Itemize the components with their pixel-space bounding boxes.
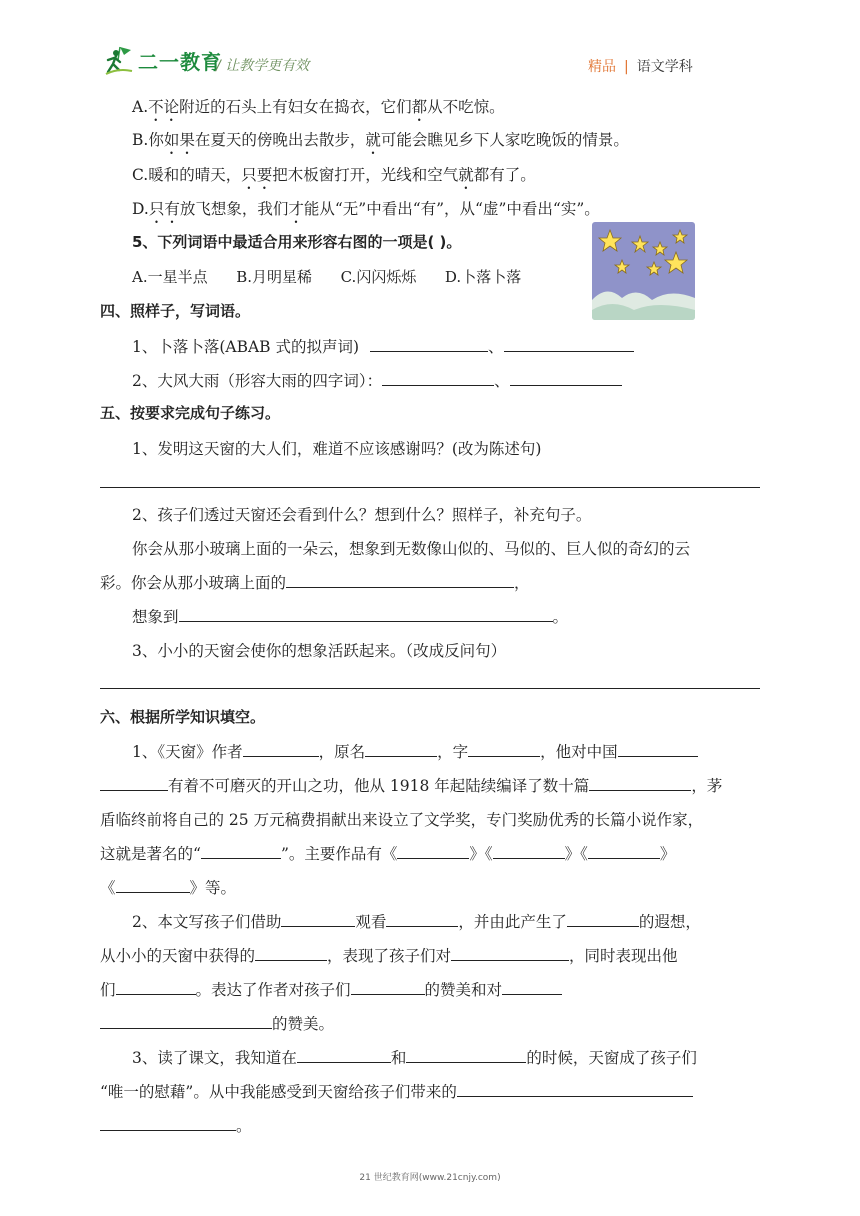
text: ，并由此产生了 [458, 913, 567, 931]
text: ”。主要作品有《 [280, 845, 398, 863]
q4-option-d: D.只有放飞想象，我们才能从“无”中看出“有”，从“虚”中看出“实”。 [132, 200, 600, 218]
brand-logo [104, 44, 222, 76]
answer-blank[interactable] [589, 776, 691, 791]
text: 这就是著名的“ [100, 845, 201, 863]
answer-blank[interactable] [351, 980, 425, 995]
page-header [0, 0, 860, 90]
header-slogan: / 让教学更有效 [216, 58, 310, 74]
section6-p2-line4 [100, 1012, 334, 1034]
example-text: 。 [552, 608, 569, 626]
answer-blank[interactable] [567, 912, 639, 927]
section6-p1-line4 [100, 842, 675, 864]
answer-blank[interactable] [100, 1014, 272, 1029]
section4-item1 [132, 335, 634, 357]
answer-blank[interactable] [406, 1048, 526, 1063]
section6-p1-line5 [100, 876, 236, 898]
answer-blank[interactable] [100, 1116, 236, 1131]
text: 有着不可磨灭的开山之功，他从 1918 年起陆续编译了数十篇 [168, 777, 590, 795]
header-subject [588, 56, 693, 76]
q5-options: A.一星半点 B.月明星稀 C.闪闪烁烁 D.卜落卜落 [132, 268, 522, 286]
answer-blank[interactable] [493, 844, 565, 859]
section4-item2 [132, 369, 622, 391]
answer-blank[interactable] [365, 742, 437, 757]
answer-blank[interactable] [201, 844, 281, 859]
text: 》《 [469, 845, 493, 863]
section6-p1-line1 [132, 740, 698, 762]
text: 3、读了课文，我知道在 [132, 1049, 297, 1067]
section6-p2-line3 [100, 978, 562, 1000]
section5-title: 五、按要求完成句子练习。 [100, 404, 281, 422]
section6-p3-line1 [132, 1046, 697, 1068]
answer-blank[interactable] [386, 912, 458, 927]
section5-item2: 2、孩子们透过天窗还会看到什么？想到什么？照样子，补充句子。 [132, 506, 592, 524]
section5-item3: 3、小小的天窗会使你的想象活跃起来。（改成反问句） [132, 642, 507, 660]
text: 《 [100, 879, 116, 897]
text: 的赞美和对 [424, 981, 503, 999]
text: ，茅 [691, 777, 723, 795]
comma: 、 [488, 338, 504, 356]
text: 的遐想， [638, 913, 701, 931]
text: 。 [236, 1117, 252, 1135]
answer-blank[interactable] [100, 776, 168, 791]
runner-flag-icon [104, 44, 134, 76]
answer-line[interactable] [100, 487, 760, 488]
answer-blank[interactable] [397, 844, 469, 859]
section4-item1-label: 1、卜落卜落(ABAB 式的拟声词) [132, 338, 360, 356]
example-text: 想象到 [132, 608, 179, 626]
text: 。表达了作者对孩子们 [195, 981, 351, 999]
text: ，表现了孩子们对 [327, 947, 452, 965]
text: 2、本文写孩子们借助 [132, 913, 282, 931]
answer-blank[interactable] [370, 337, 488, 352]
answer-blank[interactable] [588, 844, 660, 859]
text: ，同时表现出他 [569, 947, 678, 965]
answer-blank[interactable] [255, 946, 327, 961]
text: 和 [390, 1049, 407, 1067]
text: 1、《天窗》作者 [132, 743, 243, 761]
answer-blank[interactable] [116, 980, 196, 995]
q4-option-b: B.你如果在夏天的傍晚出去散步，就可能会瞧见乡下人家吃晚饭的情景。 [132, 131, 629, 149]
answer-blank[interactable] [504, 337, 634, 352]
answer-blank[interactable] [297, 1048, 391, 1063]
answer-blank[interactable] [179, 607, 553, 622]
text: 观看 [355, 913, 387, 931]
text: ，原名 [318, 743, 366, 761]
text: 》 [659, 845, 676, 863]
page-footer: 21 世纪教育网(www.21cnjy.com) [359, 1173, 501, 1183]
answer-blank[interactable] [457, 1082, 693, 1097]
section5-item1: 1、发明这天窗的大人们，难道不应该感谢吗？(改为陈述句) [132, 440, 542, 458]
stars-illustration [592, 222, 695, 320]
text: “唯一的慰藉”。从中我能感受到天窗给孩子们带来的 [100, 1083, 457, 1101]
section6-p1-line3: 盾临终前将自己的 25 万元稿费捐献出来设立了文学奖，专门奖励优秀的长篇小说作家， [100, 811, 704, 829]
answer-blank[interactable] [502, 980, 562, 995]
text: 的时候，天窗成了孩子们 [526, 1049, 697, 1067]
q4-option-a: A.不论附近的石头上有妇女在捣衣，它们都从不吃惊。 [132, 98, 505, 116]
example-text: ， [514, 574, 530, 592]
section6-p2-line2 [100, 944, 678, 966]
text: 》等。 [189, 879, 237, 897]
section4-title: 四、照样子，写词语。 [100, 302, 251, 320]
section5-example1: 你会从那小玻璃上面的一朵云，想象到无数像山似的、马似的、巨人似的奇幻的云 [132, 540, 691, 558]
answer-line[interactable] [100, 688, 760, 689]
answer-blank[interactable] [618, 742, 698, 757]
answer-blank[interactable] [286, 573, 514, 588]
answer-blank[interactable] [468, 742, 540, 757]
example-text: 彩。你会从那小玻璃上面的 [100, 574, 287, 592]
text: 》《 [564, 845, 588, 863]
section6-title: 六、根据所学知识填空。 [100, 708, 266, 726]
logo-text: 二一教育 [138, 49, 222, 74]
section6-p3-line3 [100, 1114, 252, 1136]
section6-p1-line2 [100, 774, 722, 796]
text: 的赞美。 [272, 1015, 335, 1033]
text: 们 [100, 981, 116, 999]
q5-prompt: 5、下列词语中最适合用来形容右图的一项是( )。 [132, 233, 462, 251]
section4-item2-label: 2、大风大雨（形容大雨的四字词）： [132, 372, 383, 390]
starry-sky-image [592, 222, 695, 320]
answer-blank[interactable] [116, 878, 190, 893]
q4-option-c: C.暖和的晴天，只要把木板窗打开，光线和空气就都有了。 [132, 166, 536, 184]
text: ，字 [437, 743, 469, 761]
quality-badge: 精品 [588, 59, 616, 75]
section5-example3 [132, 605, 568, 627]
text: ，他对中国 [540, 743, 618, 761]
answer-blank[interactable] [510, 371, 622, 386]
text: 从小小的天窗中获得的 [100, 947, 256, 965]
header-separator: | [624, 59, 629, 75]
subject-label: 语文学科 [636, 59, 693, 75]
answer-blank[interactable] [451, 946, 569, 961]
answer-blank[interactable] [243, 742, 319, 757]
answer-blank[interactable] [382, 371, 494, 386]
section5-example2 [100, 571, 530, 593]
comma: 、 [494, 372, 510, 390]
section6-p2-line1 [132, 910, 701, 932]
answer-blank[interactable] [281, 912, 355, 927]
section6-p3-line2 [100, 1080, 693, 1102]
